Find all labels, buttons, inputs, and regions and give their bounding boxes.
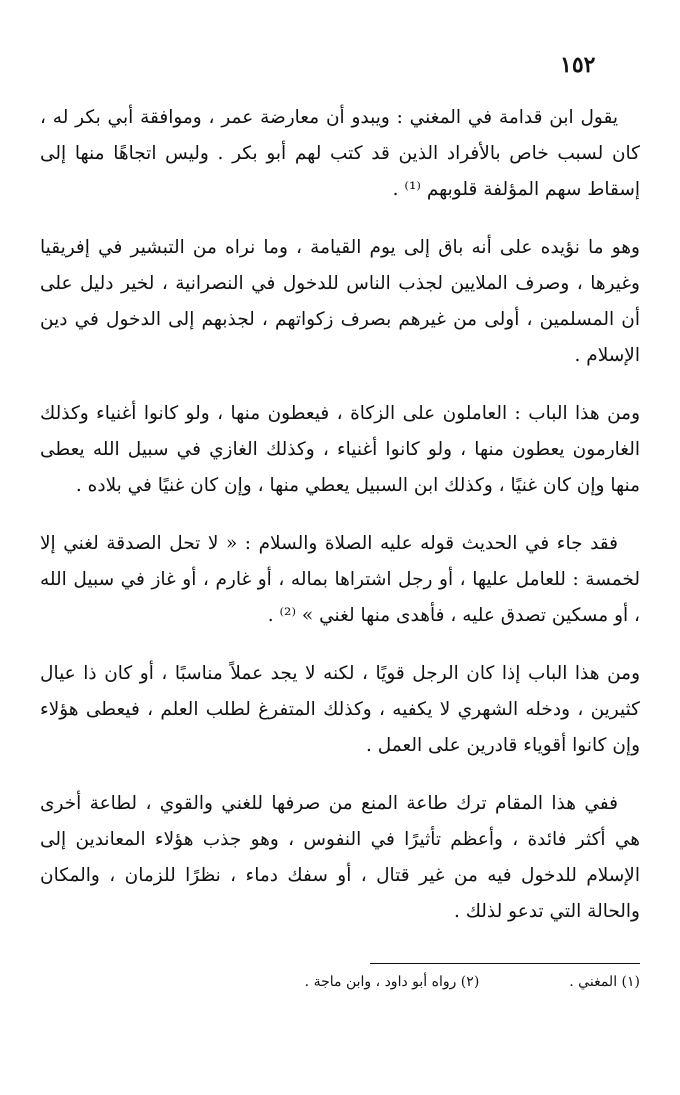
paragraph-2: وهو ما نؤيده على أنه باق إلى يوم القيامة ، وما نراه من التبشير في إفريقيا وغيرها ، وصرف الملايين لجذب الناس للدخول في النصرانية ، لخير دليل على أن المسلمين ، أولى من غيرهم بصرف زكواتهم ، لجذبهم إلى الدخول في دين الإسلام . bbox=[40, 237, 640, 366]
paragraph-5: ومن هذا الباب إذا كان الرجل قويًا ، لكنه لا يجد عملاً مناسبًا ، أو كان ذا عيال كثيرين ، ودخله الشهري لا يكفيه ، وكذلك المتفرغ لطلب العلم ، فيعطى هؤلاء وإن كانوا أقوياء قادرين على العمل . bbox=[40, 663, 640, 756]
paragraph-4: فقد جاء في الحديث قوله عليه الصلاة والسلام : « لا تحل الصدقة لغني إلا لخمسة : للعامل عليها ، أو رجل اشتراها بماله ، أو غارم ، أو غاز في سبيل الله ، أو مسكين تصدق عليه ، فأهدى منها لغني » ⁽²⁾ . bbox=[40, 533, 640, 626]
page-number: ١٥٢ bbox=[560, 52, 596, 78]
paragraph-3: ومن هذا الباب : العاملون على الزكاة ، فيعطون منها ، ولو كانوا أغنياء وكذلك الغارمون يعطون منها ، ولو كانوا أغنياء ، وكذلك الغازي في سبيل الله يعطى منها وإن كان غنيًا ، وكذلك ابن السبيل يعطي منها ، وإن كان غنيًا في بلاده . bbox=[40, 403, 640, 496]
footnote-divider bbox=[370, 963, 640, 964]
paragraph-1: يقول ابن قدامة في المغني : ويبدو أن معارضة عمر ، وموافقة أبي بكر له ، كان لسبب خاص بالأفراد الذين قد كتب لهم أبو بكر . وليس اتجاهًا منها إلى إسقاط سهم المؤلفة قلوبهم ⁽¹⁾ . bbox=[40, 107, 640, 200]
footnote-1: (١) المغني . bbox=[569, 974, 640, 990]
footnotes bbox=[40, 970, 640, 994]
footnote-2: (٢) رواه أبو داود ، وابن ماجة . bbox=[304, 974, 480, 990]
body-text bbox=[40, 100, 640, 952]
paragraph-6: ففي هذا المقام ترك طاعة المنع من صرفها للغني والقوي ، لطاعة أخرى هي أكثر فائدة ، وأعظم تأثيرًا في النفوس ، وهو جذب هؤلاء المعاندين إلى الإسلام للدخول فيه من غير قتال ، أو سفك دماء ، نظرًا للزمان ، والمكان والحالة التي تدعو لذلك . bbox=[40, 793, 640, 922]
